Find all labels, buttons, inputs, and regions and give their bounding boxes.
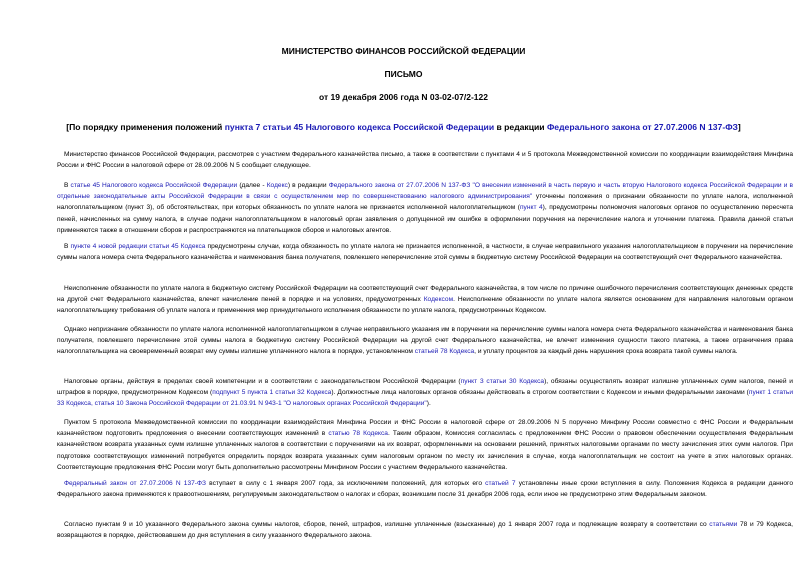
paragraph-text: Однако непризнание обязанности по уплате налога исполненной налогоплательщиком в случае неправильного указания им в поручении на перечисление суммы налога номера счета Федерального казначейства и наименования банка получателя, повлекшего перечисление этой суммы налога в бюджетную систему Российской Федерации на другой счет Федерального казначейства, не влечет изменения сущности такого платежа, а также ограничения права налогоплательщика на своевременный возврат ему суммы излишне уплаченного налога в порядке, установленном (57, 326, 793, 356)
link-federal-law-137[interactable]: Федеральный закон от 27.07.2006 N 137-ФЗ (64, 480, 206, 487)
link-article-7[interactable]: статьей 7 (485, 480, 516, 487)
subtitle-text-open: [По порядку применения положений (66, 122, 225, 132)
link-point-4[interactable]: пункт 4 (519, 204, 543, 212)
paragraph-text: уточнены положения о признании обязанности по уплате налога, исполненной налогоплательщиком (пункт 3), об обстоятельствах, при которых обязанность по уплате налога не признается исполненной налогоплательщиком ( (57, 193, 793, 212)
paragraph-2 (57, 180, 793, 236)
paragraph-text: Согласно пунктам 9 и 10 указанного Федерального закона суммы налогов, сборов, пеней, штрафов, излишне уплаченные (взысканные) до 1 января 2007 года и подлежащие возврату в соответствии со (64, 521, 710, 528)
document-subtitle (0, 122, 807, 132)
link-point-3-article-30[interactable]: пункт 3 статьи 30 Кодекса (460, 378, 545, 385)
paragraph-text: 78 и 79 Кодекса, возвращаются в порядке, действовавшем до дня вступления в силу указанного Федерального закона. (57, 521, 794, 540)
paragraph-text: , и уплату процентов за каждый день нарушения срока возврата такой суммы налога. (474, 348, 738, 356)
link-kodeks[interactable]: Кодексом (423, 296, 454, 304)
paragraph-text: ). Должностные лица налоговых органов обязаны действовать в строгом соответствии с Кодексом и иными федеральными законами ( (331, 389, 749, 397)
link-article-33-law-943-1[interactable]: пункт 1 статьи 33 Кодекса, статья 10 Закона Российской Федерации от 21.03.91 N 943-1 "О налоговых органах Российской Федерации" (57, 389, 794, 408)
link-article-45[interactable]: статье 45 Налогового кодекса Российской Федерации (70, 182, 238, 189)
link-articles[interactable]: статьями (709, 521, 738, 528)
paragraph-8 (57, 478, 793, 500)
subtitle-text-mid: в редакции (494, 122, 547, 132)
paragraph-text: . Неисполнение обязанности по уплате налога является основанием для направления налоговым органом налогоплательщику требования об уплате налога и применения мер принудительного исполнения обязанности по уплате налога, предусмотренных Кодексом. (57, 296, 793, 315)
paragraph-text: ), предусмотрены полномочия налоговых органов по осуществлению пересчета пеней, начисленных на сумму налога, в случае подачи налогоплательщиком в налоговый орган заявления о допущенной им ошибке в оформлении поручения на перечисление налога и уточнении платежа. Правила данной статьи применяются также в отношении сборов и распространяются на плательщиков сборов и налоговых агентов. (57, 204, 793, 234)
ministry-heading: МИНИСТЕРСТВО ФИНАНСОВ РОССИЙСКОЙ ФЕДЕРАЦИИ (281, 46, 526, 56)
link-kodeks[interactable]: Кодекс (266, 182, 288, 189)
paragraph-text: В (64, 182, 71, 189)
paragraph-text: (далее - (237, 182, 267, 189)
link-federal-law-137[interactable]: Федерального закона от 27.07.2006 N 137-ФЗ "О внесении изменений в часть первую и часть вторую Налогового кодекса Российской Федерации и в отдельные законодательные акты Российской Федерации в связи с осуществлением мер по совершенствованию налогового администрирования" (57, 182, 794, 201)
paragraph-text: Министерство финансов Российской Федерации, рассмотрев с участием Федерального казначейства письмо, а также в соответствии с пунктами 4 и 5 протокола Межведомственной комиссии по координации взаимодействия Минфина России и ФНС России в налоговой сфере от 28.09.2006 N 5 сообщает следующее. (57, 151, 793, 170)
paragraph-text: В (64, 243, 71, 250)
paragraph-text: вступает в силу с 1 января 2007 года, за исключением положений, для которых его (205, 480, 486, 487)
paragraph-9 (57, 519, 793, 541)
subtitle-text-close: ] (737, 122, 741, 132)
paragraph-5 (57, 324, 793, 358)
link-subpoint-5-article-32[interactable]: подпункт 5 пункта 1 статьи 32 Кодекса (212, 389, 332, 397)
paragraph-1 (57, 149, 793, 171)
document-date-number: от 19 декабря 2006 года N 03-02-07/2-122 (319, 92, 488, 102)
paragraph-text: предусмотрены случаи, когда обязанность по уплате налога не признается исполненной, в частности, в случае неправильного указания налогоплательщиком в поручении на перечисление суммы налога номера счета Федерального казначейства и наименования банка получателя, повлекшего неперечисление этой суммы в бюджетную систему Российской Федерации на соответствующий счет Федерального казначейства. (57, 243, 793, 262)
subtitle-link-federal-law[interactable]: Федерального закона от 27.07.2006 N 137-ФЗ (546, 122, 738, 132)
paragraph-7 (57, 417, 793, 473)
paragraph-text: ) в редакции (287, 182, 329, 189)
paragraph-text: . Таким образом, Комиссия согласилась с предложением ФНС России о правовом обеспечении осуществления Федеральным казначейством возврата указанных сумм излишне уплаченных налогов в соответствии с поручениями на их возврат, оформленными на основании решений, принятых налоговыми органами по месту зачисления этих сумм налогов. При подготовке соответствующих изменений потребуется определить порядок возврата указанных сумм налоговым органом по месту их зачисления в случае, когда налогоплательщик не состоит на учете в этих налоговых органах. Соответствующие предложения ФНС России могут быть дополнительно рассмотрены Минфином России с участием Федерального казначейства. (57, 430, 794, 471)
paragraph-text: Налоговые органы, действуя в пределах своей компетенции и в соответствии с законодательством Российской Федерации ( (64, 378, 461, 385)
paragraph-6 (57, 376, 793, 410)
document-type-heading: ПИСЬМО (384, 69, 423, 79)
paragraph-text: Неисполнение обязанности по уплате налога в бюджетную систему Российской Федерации на соответствующий счет Федерального казначейства, в том числе по причине ошибочного перечисления соответствующих денежных средств на другой счет Федерального казначейства, влечет начисление пеней в порядке и на условиях, предусмотренных (57, 285, 793, 304)
subtitle-link-article-45[interactable]: пункта 7 статьи 45 Налогового кодекса Российской Федерации (224, 122, 495, 132)
paragraph-3 (57, 241, 793, 263)
paragraph-text: Пунктом 5 протокола Межведомственной комиссии по координации взаимодействия Минфина России и ФНС России в налоговой сфере от 28.09.2006 N 5 поручено Минфину России совместно с ФНС России и Федеральным казначейством подготовить предложения о внесении соответствующих изменений в (57, 419, 793, 438)
paragraph-text: ), обязаны осуществлять возврат излишне уплаченных сумм налогов, пеней и штрафов в порядке, предусмотренном Кодексом ( (57, 378, 793, 397)
link-point-4-article-45[interactable]: пункте 4 новой редакции статьи 45 Кодекса (70, 243, 206, 250)
link-article-78[interactable]: статью 78 Кодекса (328, 430, 388, 438)
paragraph-text: ). (426, 400, 431, 408)
paragraph-text: установлены иные сроки вступления в силу. Положения Кодекса в редакции данного Федерального закона применяются к правоотношениям, регулируемым законодательством о налогах и сборах, возникшим после 31 декабря 2006 года, если иное не предусмотрено этим Федеральным законом. (57, 480, 793, 499)
link-article-78[interactable]: статьей 78 Кодекса (414, 348, 475, 356)
paragraph-4 (57, 283, 793, 317)
